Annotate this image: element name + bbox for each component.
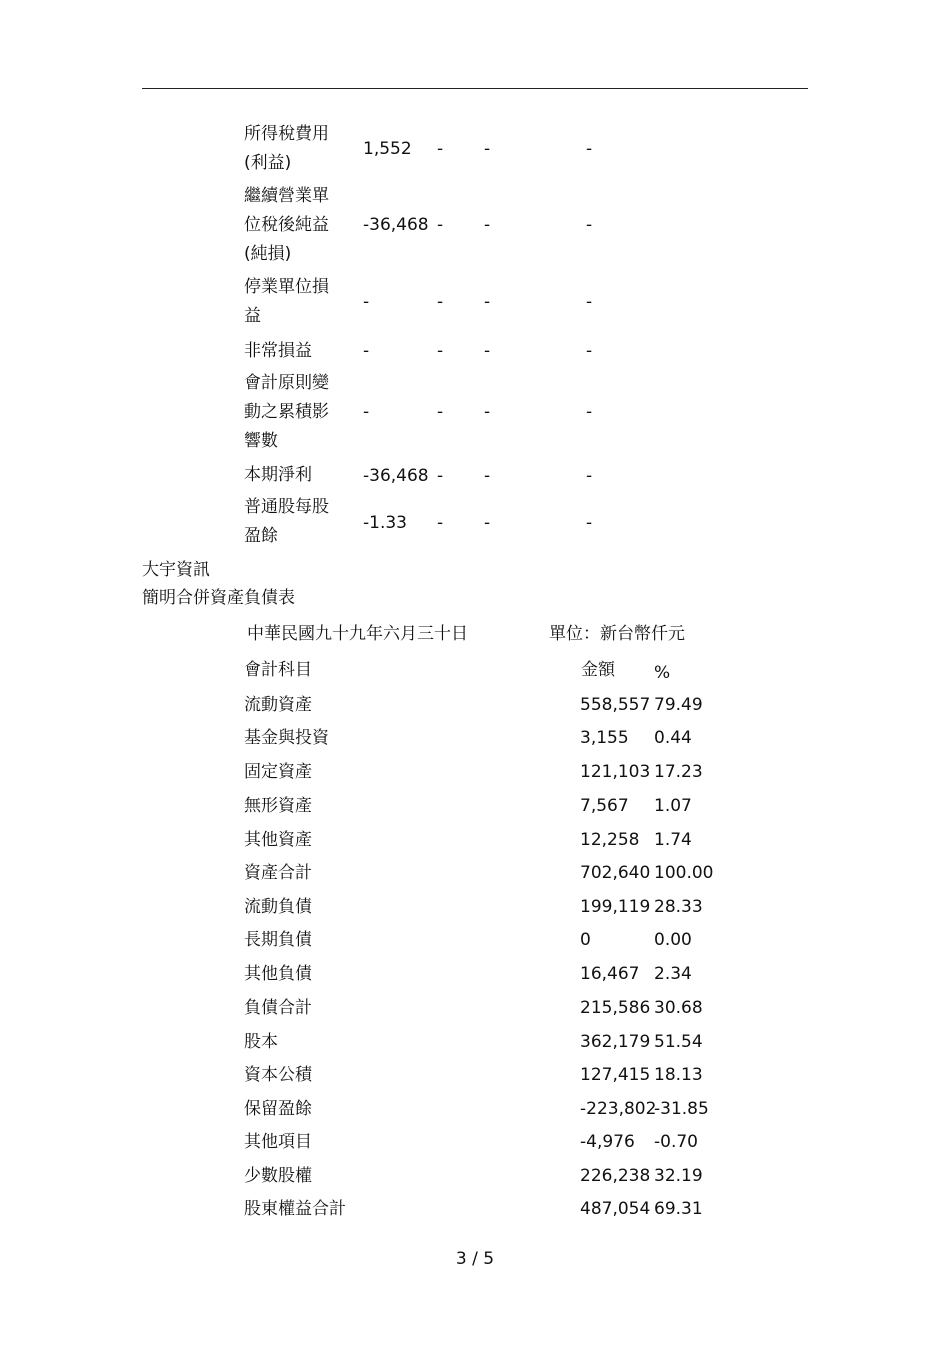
income-row-value: - <box>484 215 491 235</box>
balance-item-percent: -0.70 <box>654 1132 698 1152</box>
income-row-value: - <box>586 513 593 533</box>
column-header-percent: % <box>654 663 671 683</box>
balance-item-name: 基金與投資 <box>244 728 329 748</box>
balance-item-amount: 127,415 <box>580 1065 651 1085</box>
balance-item-amount: 199,119 <box>580 897 651 917</box>
balance-item-name: 資產合計 <box>244 863 312 883</box>
income-row-eps <box>244 493 664 551</box>
income-row-label: 會計原則變動之累積影響數 <box>244 373 329 451</box>
statement-date: 中華民國九十九年六月三十日 <box>247 624 468 644</box>
income-row-value: - <box>437 466 444 486</box>
income-row-extraordinary <box>244 337 664 366</box>
balance-item-percent: 69.31 <box>654 1199 703 1219</box>
balance-row <box>244 925 744 955</box>
balance-item-amount: 16,467 <box>580 964 640 984</box>
balance-item-amount: 558,557 <box>580 695 651 715</box>
company-name: 大宇資訊 <box>142 560 210 580</box>
income-row-net-income <box>244 461 664 490</box>
balance-item-percent: 28.33 <box>654 897 703 917</box>
balance-item-amount: 362,179 <box>580 1032 651 1052</box>
income-row-value: - <box>586 139 593 159</box>
income-row-value: - <box>586 292 593 312</box>
income-row-value: - <box>437 139 444 159</box>
balance-item-name: 資本公積 <box>244 1065 312 1085</box>
balance-item-name: 無形資產 <box>244 796 312 816</box>
balance-row <box>244 1161 744 1191</box>
balance-row <box>244 791 744 821</box>
income-row-label: 停業單位損益 <box>244 277 329 326</box>
income-row-label: 所得稅費用(利益) <box>244 124 329 173</box>
balance-item-name: 股本 <box>244 1032 278 1052</box>
balance-item-percent: 51.54 <box>654 1032 703 1052</box>
balance-row <box>244 959 744 989</box>
column-header-row <box>244 655 744 685</box>
balance-item-amount: 215,586 <box>580 998 651 1018</box>
balance-row <box>244 1194 744 1224</box>
balance-row <box>244 1094 744 1124</box>
balance-item-percent: 2.34 <box>654 964 692 984</box>
income-row-value: - <box>363 341 370 361</box>
balance-item-percent: 79.49 <box>654 695 703 715</box>
income-row-continuing <box>244 182 664 269</box>
income-row-value: - <box>437 341 444 361</box>
income-row-value: - <box>586 402 593 422</box>
balance-item-percent: 0.44 <box>654 728 692 748</box>
income-row-value: -36,468 <box>363 466 429 486</box>
balance-item-name: 流動負債 <box>244 897 312 917</box>
balance-item-amount: -4,976 <box>580 1132 635 1152</box>
income-row-accounting-change <box>244 369 664 456</box>
income-row-discontinued <box>244 273 664 331</box>
balance-row <box>244 723 744 753</box>
balance-item-name: 保留盈餘 <box>244 1099 312 1119</box>
income-row-value: - <box>363 292 370 312</box>
balance-row <box>244 825 744 855</box>
income-row-label: 繼續營業單位稅後純益(純損) <box>244 186 329 264</box>
balance-item-name: 長期負債 <box>244 930 312 950</box>
income-row-label: 非常損益 <box>244 341 312 361</box>
balance-row <box>244 993 744 1023</box>
balance-item-amount: -223,802 <box>580 1099 657 1119</box>
balance-row <box>244 690 744 720</box>
unit-label: 單位：新台幣仟元 <box>549 624 685 644</box>
income-row-value: - <box>586 466 593 486</box>
balance-item-name: 少數股權 <box>244 1166 312 1186</box>
income-row-value: - <box>586 215 593 235</box>
balance-item-amount: 7,567 <box>580 796 629 816</box>
balance-item-name: 其他資產 <box>244 830 312 850</box>
balance-item-amount: 121,103 <box>580 762 651 782</box>
income-row-value: 1,552 <box>363 139 412 159</box>
balance-item-percent: 1.74 <box>654 830 692 850</box>
balance-item-name: 負債合計 <box>244 998 312 1018</box>
income-row-value: -36,468 <box>363 215 429 235</box>
column-header-item: 會計科目 <box>244 660 312 680</box>
income-row-value: - <box>437 402 444 422</box>
balance-item-name: 股東權益合計 <box>244 1199 346 1219</box>
balance-item-name: 其他負債 <box>244 964 312 984</box>
income-row-value: - <box>437 215 444 235</box>
income-row-value: - <box>484 139 491 159</box>
balance-item-percent: 17.23 <box>654 762 703 782</box>
balance-item-percent: 32.19 <box>654 1166 703 1186</box>
balance-item-percent: 0.00 <box>654 930 692 950</box>
page-number: 3 / 5 <box>455 1249 495 1269</box>
income-row-value: - <box>484 402 491 422</box>
income-row-value: - <box>484 341 491 361</box>
balance-row <box>244 1060 744 1090</box>
income-row-value: - <box>484 513 491 533</box>
income-row-value: - <box>363 402 370 422</box>
balance-item-name: 流動資產 <box>244 695 312 715</box>
income-row-value: -1.33 <box>363 513 407 533</box>
income-row-value: - <box>484 466 491 486</box>
balance-item-name: 固定資產 <box>244 762 312 782</box>
balance-item-amount: 487,054 <box>580 1199 651 1219</box>
income-row-value: - <box>437 292 444 312</box>
balance-item-percent: 30.68 <box>654 998 703 1018</box>
balance-row <box>244 858 744 888</box>
income-row-value: - <box>437 513 444 533</box>
balance-item-percent: 18.13 <box>654 1065 703 1085</box>
income-row-tax <box>244 120 664 178</box>
balance-item-amount: 0 <box>580 930 591 950</box>
balance-item-percent: 100.00 <box>654 863 714 883</box>
income-row-value: - <box>586 341 593 361</box>
balance-item-percent: -31.85 <box>654 1099 709 1119</box>
column-header-amount: 金額 <box>581 660 615 680</box>
balance-row <box>244 757 744 787</box>
statement-title: 簡明合併資產負債表 <box>142 588 295 608</box>
income-row-label: 本期淨利 <box>244 465 312 485</box>
balance-item-amount: 226,238 <box>580 1166 651 1186</box>
balance-item-amount: 702,640 <box>580 863 651 883</box>
balance-item-amount: 12,258 <box>580 830 640 850</box>
balance-item-amount: 3,155 <box>580 728 629 748</box>
income-row-value: - <box>484 292 491 312</box>
balance-item-name: 其他項目 <box>244 1132 312 1152</box>
income-row-label: 普通股每股盈餘 <box>244 497 329 546</box>
header-rule <box>142 88 808 89</box>
balance-item-percent: 1.07 <box>654 796 692 816</box>
balance-row <box>244 892 744 922</box>
balance-row <box>244 1127 744 1157</box>
balance-row <box>244 1027 744 1057</box>
